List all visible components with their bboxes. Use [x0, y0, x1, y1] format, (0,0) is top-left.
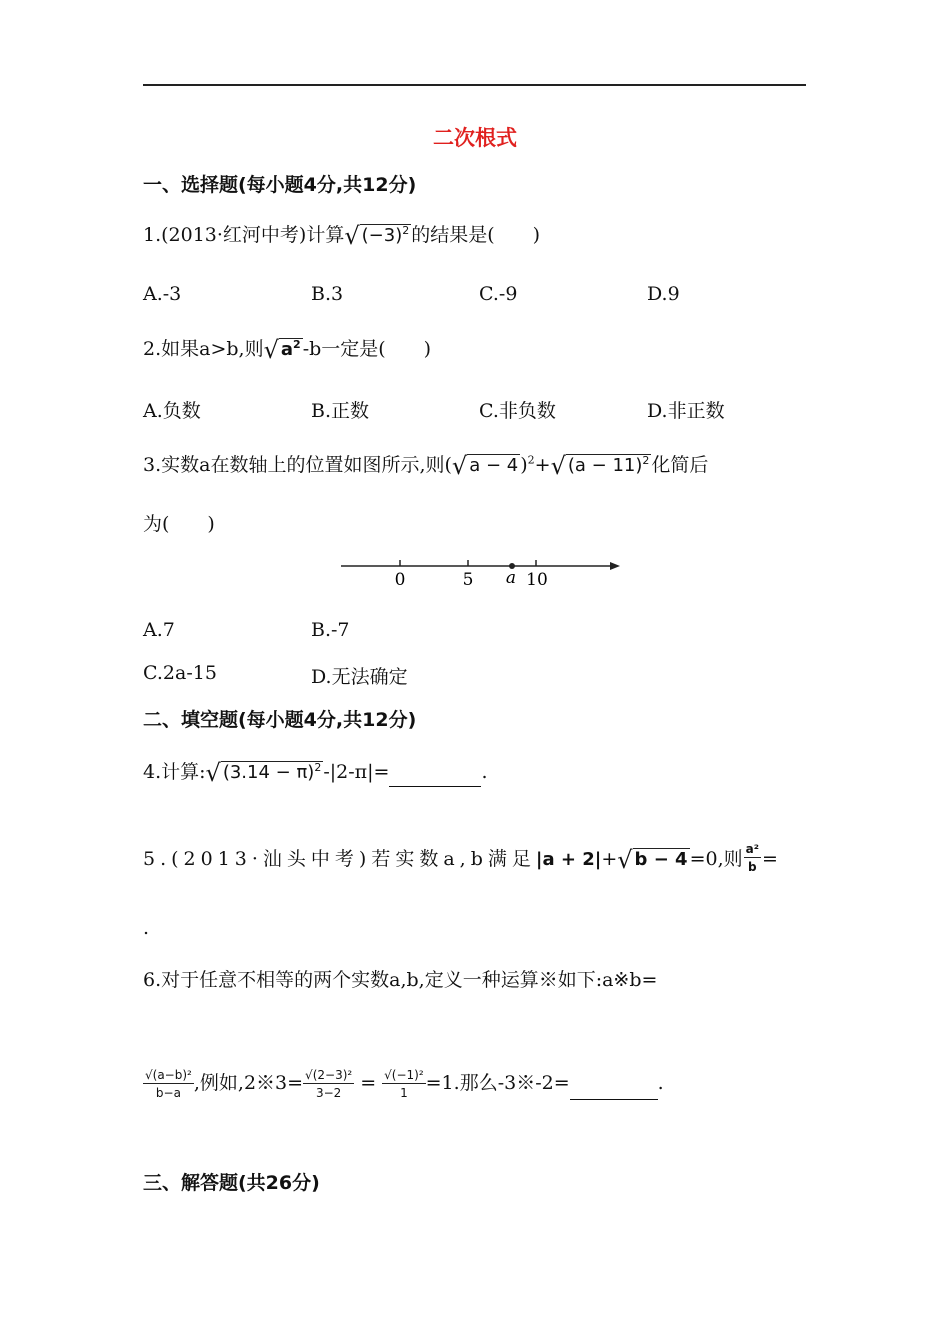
label-5: 5 [462, 570, 474, 590]
q6-f3-den: 1 [400, 1086, 408, 1100]
q4-stem-b: -|2-π|= [323, 761, 390, 783]
q6-f1-den: b−a [155, 1086, 181, 1100]
q4-radicand: (3.14 − π) [222, 762, 315, 783]
question-3 [143, 450, 708, 480]
q5-stem-b: =0,则 [689, 848, 743, 870]
q6-t1: ,例如,2※3= [193, 1072, 304, 1094]
q3-radical-2: √ $(a - 11)^2$ [550, 452, 650, 480]
q1-stem-b: 的结果是( ) [411, 224, 541, 246]
q2-option-b: B.正数 [311, 400, 370, 422]
q6-f3-num: √(−1)² [384, 1068, 424, 1082]
q4-answer-blank[interactable] [389, 766, 481, 787]
q6-end: . [657, 1072, 664, 1094]
q5-abs: |a + 2| [535, 849, 602, 870]
q2-stem-a: 2.如果a>b,则 [143, 338, 264, 360]
number-line-arrow [610, 562, 620, 570]
q6-f2-den: 3−2 [315, 1086, 342, 1100]
q5-frac-num: a² [745, 842, 759, 856]
q3-radical-1: √ a − 4 [451, 452, 519, 480]
q3-option-d: D.无法确定 [311, 666, 408, 688]
q3-line2: 为( ) [143, 513, 215, 535]
top-rule [143, 84, 806, 86]
q3-plus: + [534, 454, 551, 476]
question-1 [143, 220, 540, 250]
q3-option-a: A.7 [143, 619, 175, 641]
q4-end: . [481, 761, 488, 783]
label-0: 0 [394, 570, 406, 590]
q1-option-c: C.-9 [479, 283, 518, 305]
q1-radical: √ $(-3)^2$ [344, 222, 410, 250]
number-line-figure [336, 552, 626, 592]
q2-option-c: C.非负数 [479, 400, 556, 422]
q5-fraction [744, 842, 761, 874]
q3-radicand-1: a − 4 [469, 455, 519, 476]
q5-plus: + [601, 848, 618, 870]
q3-option-b: B.-7 [311, 619, 350, 641]
q2-exp: 2 [293, 338, 301, 351]
q1-exp: 2 [402, 224, 410, 237]
q1-radicand: (−3) [361, 225, 403, 246]
q3-radicand-2: (a − 11) [567, 455, 643, 476]
q6-answer-blank[interactable] [570, 1079, 658, 1100]
q4-radical: √ $(3.14 - \pi)^2$ [205, 759, 322, 787]
question-5 [143, 842, 778, 874]
question-6-line2 [143, 1068, 664, 1100]
q1-option-b: B.3 [311, 283, 344, 305]
q6-t3: =1.那么-3※-2= [425, 1072, 570, 1094]
page-title: 二次根式 [433, 126, 517, 150]
q3-stem-b: 化简后 [651, 454, 709, 476]
q2-option-a: A.负数 [143, 400, 201, 422]
q5-radicand: b − 4 [634, 849, 688, 870]
q3-mid-exp: 2 [527, 453, 535, 467]
q5-frac-den: b [748, 860, 757, 874]
q2-radicand: a [280, 339, 294, 360]
q5-line2: . [143, 917, 150, 939]
q6-f1-num: √(a−b)² [145, 1068, 192, 1082]
q6-t2: = [360, 1072, 377, 1094]
question-4 [143, 757, 488, 787]
q2-option-d: D.非正数 [647, 400, 725, 422]
q4-stem-a: 4.计算: [143, 761, 206, 783]
q2-stem-b: -b一定是( ) [302, 338, 432, 360]
q5-eq: = [762, 848, 778, 870]
q6-fraction-1 [143, 1068, 194, 1100]
section-heading-solve: 三、解答题(共26分) [143, 1172, 320, 1194]
q6-fraction-3 [382, 1068, 426, 1100]
q3-option-c: C.2a-15 [143, 662, 217, 684]
q3-mid: ) [520, 454, 528, 476]
question-2 [143, 334, 431, 364]
q5-radical: √ b − 4 [617, 846, 688, 874]
section-heading-choice: 一、选择题(每小题4分,共12分) [143, 174, 417, 196]
label-a: a [505, 568, 517, 588]
q3-stem-a: 3.实数a在数轴上的位置如图所示,则( [143, 454, 452, 476]
q1-option-a: A.-3 [143, 283, 182, 305]
q6-fraction-2 [303, 1068, 354, 1100]
question-6-line1: 6.对于任意不相等的两个实数a,b,定义一种运算※如下:a※b= [143, 969, 658, 991]
section-heading-fill: 二、填空题(每小题4分,共12分) [143, 709, 417, 731]
q1-option-d: D.9 [647, 283, 680, 305]
q4-exp: 2 [314, 761, 322, 774]
q3-rad2-exp: 2 [642, 454, 650, 467]
q5-stem-a: 5.(2013·汕头中考)若实数a,b满足 [143, 848, 536, 870]
q1-stem-a: 1.(2013·红河中考)计算 [143, 224, 345, 246]
q2-radical: √ $a^2$ [263, 336, 301, 364]
q6-f2-num: √(2−3)² [305, 1068, 353, 1082]
label-10: 10 [526, 570, 548, 590]
